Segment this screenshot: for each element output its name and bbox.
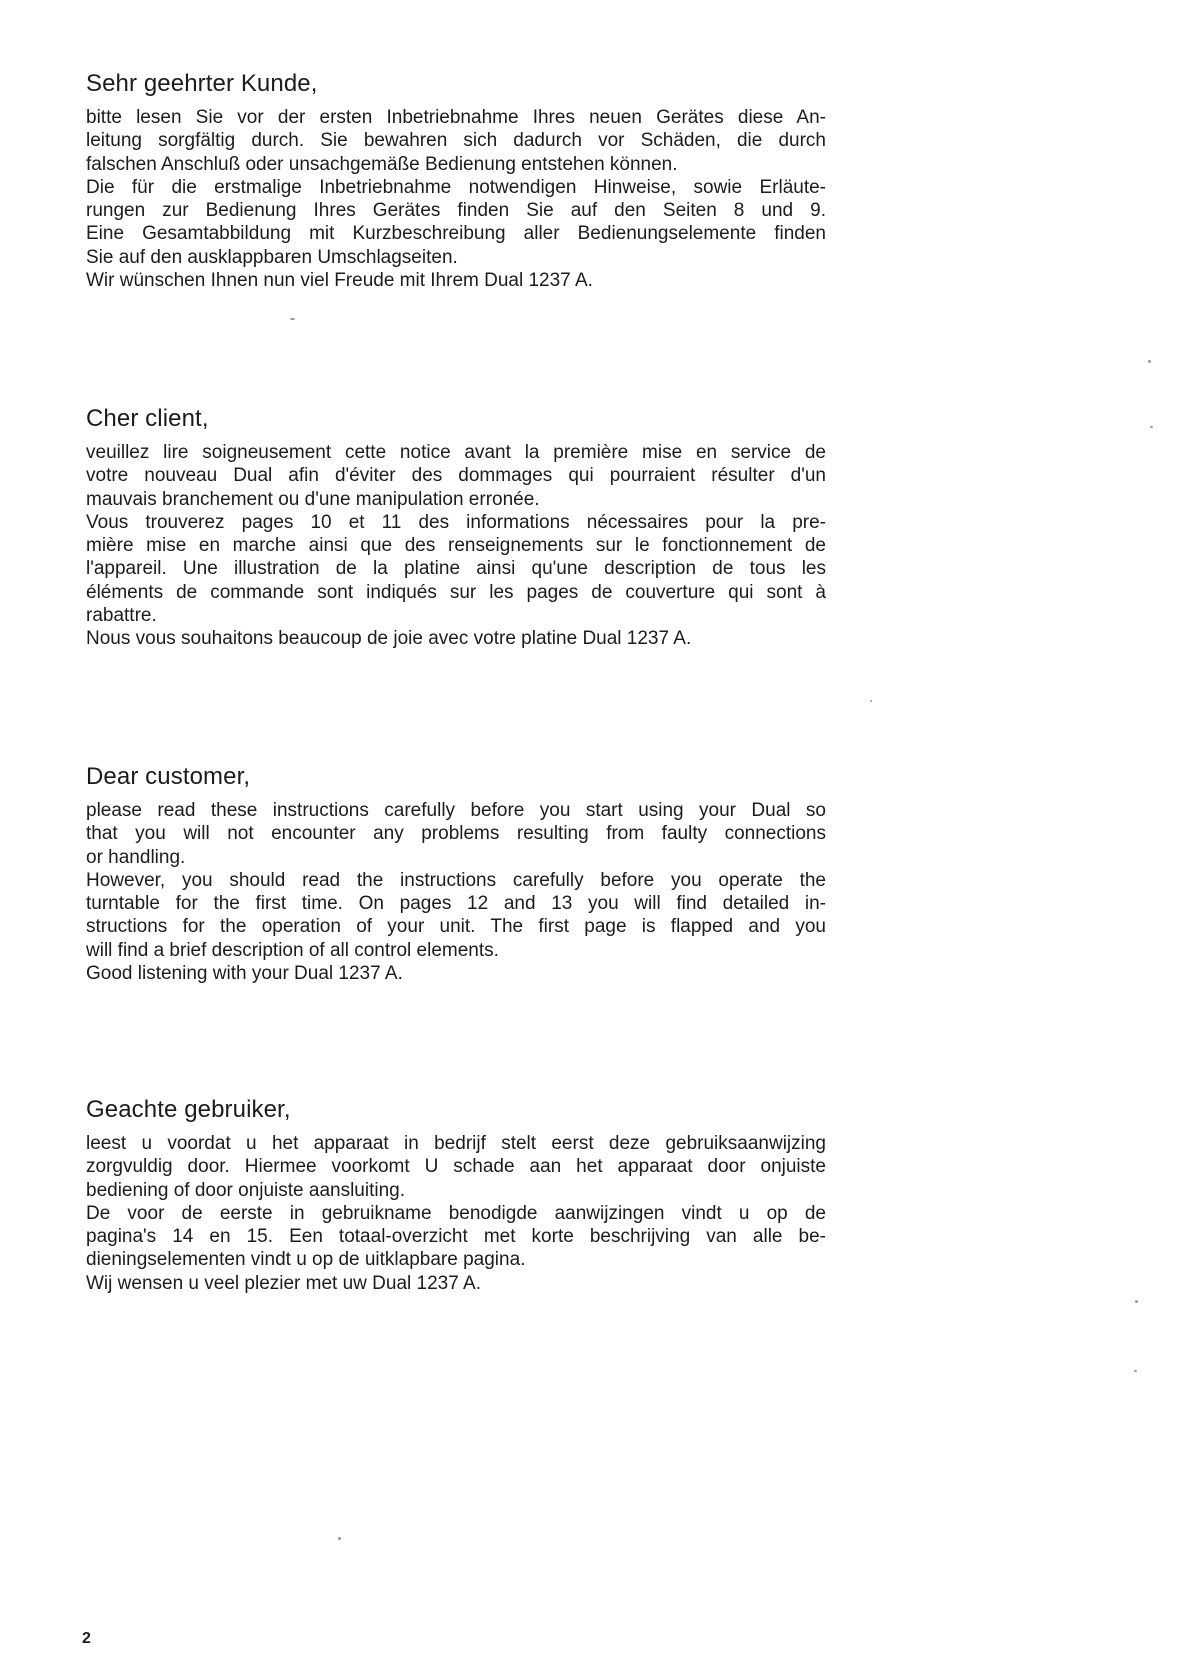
text-line: will find a brief description of all control elements. (86, 939, 499, 961)
text-line: dieningselementen vindt u op de uitklapbare pagina. (86, 1249, 526, 1271)
text-line: Wij wensen u veel plezier met uw Dual 1237 A. (86, 1272, 481, 1294)
text-line: turntable for the first time. On pages 12 and 13 you will find detailed in- (86, 893, 826, 915)
text-line: Sie auf den ausklappbaren Umschlagseiten. (86, 246, 458, 268)
section-dutch (86, 1096, 826, 1295)
text-line: éléments de commande sont indiqués sur les pages de couverture qui sont à (86, 581, 826, 603)
scan-speck (1150, 426, 1153, 428)
text-line: pagina's 14 en 15. Een totaal-overzicht met korte beschrijving van alle be- (86, 1226, 826, 1248)
text-line: Good listening with your Dual 1237 A. (86, 963, 403, 985)
text-line: Vous trouverez pages 10 et 11 des informations nécessaires pour la pre- (86, 511, 826, 533)
text-line: mière mise en marche ainsi que des renseignements sur le fonctionnement de (86, 535, 826, 557)
text-line: falschen Anschluß oder unsachgemäße Bedienung entstehen können. (86, 153, 678, 175)
scan-speck (1135, 1300, 1138, 1303)
section-title-english: Dear customer, (86, 763, 251, 790)
text-line: please read these instructions carefully before you start using your Dual so (86, 800, 826, 821)
text-line: Die für die erstmalige Inbetriebnahme notwendigen Hinweise, sowie Erläute- (86, 176, 826, 198)
text-line: leest u voordat u het apparaat in bedrijf stelt eerst deze gebruiksaanwijzing (86, 1133, 826, 1154)
scan-speck (290, 318, 295, 320)
text-line: Wir wünschen Ihnen nun viel Freude mit Ihrem Dual 1237 A. (86, 270, 593, 292)
page-number: 2 (82, 1630, 91, 1647)
text-line: structions for the operation of your unit. The first page is flapped and you (86, 916, 826, 938)
text-line: zorgvuldig door. Hiermee voorkomt U schade aan het apparaat door onjuiste (86, 1156, 826, 1178)
text-line: bediening of door onjuiste aansluiting. (86, 1179, 406, 1201)
text-line: leitung sorgfältig durch. Sie bewahren sich dadurch vor Schäden, die durch (86, 130, 826, 152)
text-line: However, you should read the instructions carefully before you operate the (86, 869, 826, 891)
text-line: mauvais branchement ou d'une manipulation erronée. (86, 488, 540, 510)
text-line: rungen zur Bedienung Ihres Gerätes finden Sie auf den Seiten 8 und 9. (86, 200, 826, 222)
section-english (86, 763, 826, 985)
section-title-dutch: Geachte gebruiker, (86, 1096, 291, 1123)
text-line: veuillez lire soigneusement cette notice avant la première mise en service de (86, 442, 826, 463)
scan-speck (1134, 1370, 1137, 1372)
text-line: bitte lesen Sie vor der ersten Inbetriebnahme Ihres neuen Gerätes diese An- (86, 107, 826, 128)
text-line: that you will not encounter any problems resulting from faulty connections (86, 823, 826, 845)
scan-speck (870, 700, 872, 702)
text-line: l'appareil. Une illustration de la platine ainsi qu'une description de tous les (86, 558, 826, 580)
section-german (86, 70, 826, 292)
section-title-french: Cher client, (86, 405, 209, 432)
text-line: rabattre. (86, 605, 157, 627)
section-french (86, 405, 826, 651)
section-title-german: Sehr geehrter Kunde, (86, 70, 318, 97)
text-line: De voor de eerste in gebruikname benodigde aanwijzingen vindt u op de (86, 1202, 826, 1224)
scan-speck (338, 1537, 341, 1540)
text-line: votre nouveau Dual afin d'éviter des dommages qui pourraient résulter d'un (86, 465, 826, 487)
text-line: Eine Gesamtabbildung mit Kurzbeschreibung aller Bedienungselemente finden (86, 223, 826, 245)
text-line: or handling. (86, 846, 186, 868)
scan-speck (1148, 360, 1151, 363)
text-line: Nous vous souhaitons beaucoup de joie avec votre platine Dual 1237 A. (86, 628, 692, 650)
